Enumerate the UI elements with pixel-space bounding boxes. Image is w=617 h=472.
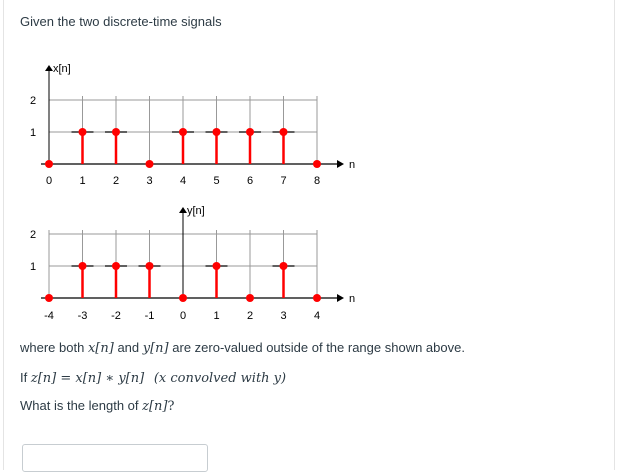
stem-marker bbox=[45, 294, 53, 302]
stem-marker bbox=[79, 128, 87, 136]
horizontal-axis-arrow bbox=[337, 294, 344, 302]
x-tick-label: 2 bbox=[112, 175, 120, 187]
stem-marker bbox=[213, 262, 221, 270]
convolution-statement bbox=[20, 370, 286, 386]
stem-marker bbox=[313, 294, 321, 302]
x-tick-label: 0 bbox=[179, 310, 187, 322]
x-tick-label: -1 bbox=[144, 310, 155, 322]
x-tick-label: 3 bbox=[280, 310, 287, 322]
stem-marker bbox=[313, 160, 321, 168]
z-signal-symbol: z[n] bbox=[142, 399, 168, 414]
x-stem-chart bbox=[0, 50, 360, 195]
where-prefix: where both bbox=[20, 340, 85, 355]
stem-marker bbox=[146, 262, 154, 270]
stem-marker bbox=[280, 262, 288, 270]
x-tick-label: -4 bbox=[44, 310, 54, 322]
x-tick-label: 7 bbox=[280, 175, 287, 187]
y-tick-label: 1 bbox=[29, 127, 37, 139]
x-tick-label: 5 bbox=[213, 175, 220, 187]
axis-label-n: n bbox=[349, 293, 356, 305]
axis-label-n: n bbox=[349, 159, 356, 171]
x-tick-label: 8 bbox=[313, 175, 321, 187]
y-tick-label: 2 bbox=[29, 229, 37, 241]
y-tick-label: 1 bbox=[29, 261, 37, 273]
stem-marker bbox=[246, 128, 254, 136]
signal-label: x[n] bbox=[53, 63, 71, 75]
stem-marker bbox=[246, 294, 254, 302]
convolution-note: (x convolved with y) bbox=[153, 371, 287, 386]
y-stem-chart bbox=[0, 195, 360, 330]
y-tick-label: 2 bbox=[29, 95, 37, 107]
range-statement bbox=[20, 340, 465, 356]
answer-input[interactable] bbox=[22, 444, 208, 472]
convolution-expression: z[n] = x[n] ∗ y[n] bbox=[30, 371, 145, 386]
stem-marker bbox=[146, 160, 154, 168]
y-signal-plot bbox=[0, 195, 360, 330]
x-tick-label: -3 bbox=[77, 310, 88, 322]
x-tick-label: 3 bbox=[146, 175, 153, 187]
x-signal-symbol: x[n] bbox=[87, 341, 114, 356]
x-signal-plot bbox=[0, 50, 360, 195]
x-tick-label: 4 bbox=[179, 175, 187, 187]
stem-marker bbox=[179, 128, 187, 136]
x-tick-label: 1 bbox=[79, 175, 86, 187]
horizontal-axis-arrow bbox=[337, 160, 344, 168]
x-tick-label: 4 bbox=[313, 310, 321, 322]
stem-marker bbox=[112, 128, 120, 136]
where-and: and bbox=[117, 340, 140, 355]
y-signal-symbol: y[n] bbox=[142, 341, 169, 356]
x-tick-label: 2 bbox=[246, 310, 254, 322]
ask-prefix: What is the length of bbox=[20, 398, 139, 413]
stem-marker bbox=[179, 294, 187, 302]
vertical-axis-arrow bbox=[179, 207, 187, 213]
question-intro: Given the two discrete-time signals bbox=[20, 14, 222, 29]
stem-marker bbox=[45, 160, 53, 168]
where-suffix: are zero-valued outside of the range shown above. bbox=[172, 340, 465, 355]
x-tick-label: 6 bbox=[246, 175, 254, 187]
x-tick-label: -2 bbox=[111, 310, 121, 322]
question-mark: ? bbox=[167, 399, 175, 414]
stem-marker bbox=[112, 262, 120, 270]
stem-marker bbox=[79, 262, 87, 270]
vertical-axis-arrow bbox=[45, 65, 53, 71]
x-tick-label: 1 bbox=[213, 310, 220, 322]
question-prompt bbox=[20, 398, 175, 414]
stem-marker bbox=[213, 128, 221, 136]
signal-label: y[n] bbox=[187, 205, 205, 217]
stem-marker bbox=[280, 128, 288, 136]
if-prefix: If bbox=[20, 370, 28, 385]
x-tick-label: 0 bbox=[45, 175, 53, 187]
